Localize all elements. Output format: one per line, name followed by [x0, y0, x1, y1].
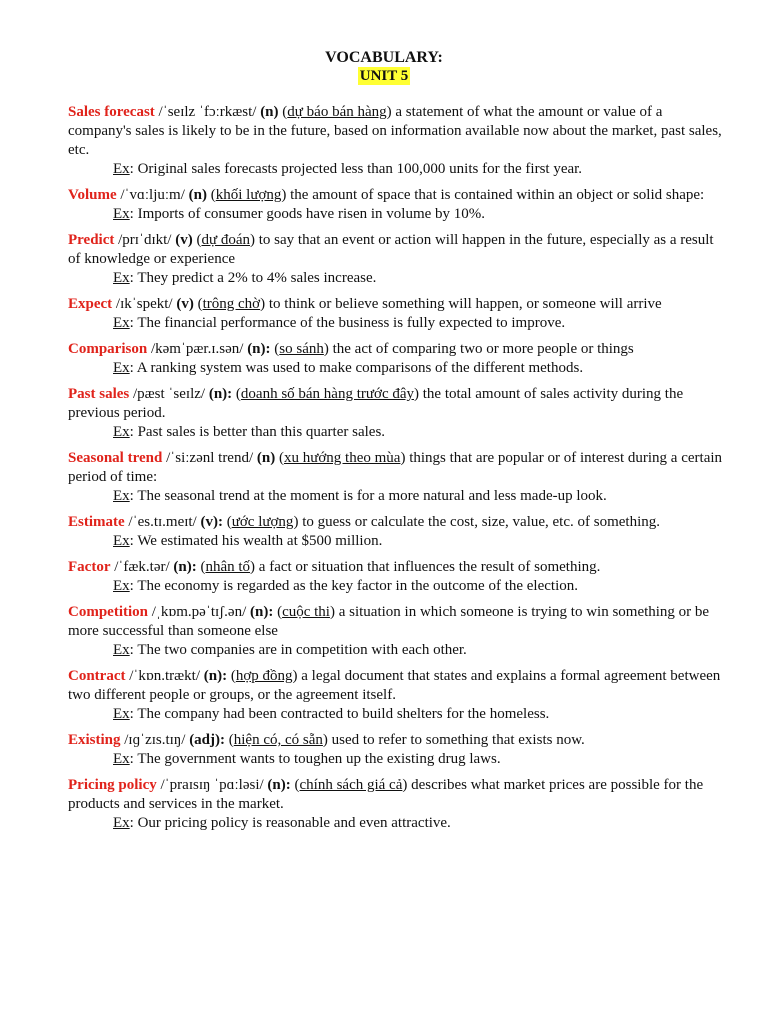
entry-ipa: /prɪˈdɪkt/ — [118, 232, 172, 248]
entry-ipa: /ɪɡˈzɪs.tɪŋ/ — [124, 732, 186, 748]
entry-example: They predict a 2% to 4% sales increase. — [137, 270, 377, 286]
vocabulary-entry — [68, 449, 724, 506]
entry-example-line: Ex: The company had been contracted to build shelters for the homeless. — [113, 706, 550, 722]
entry-ipa: /ˈseɪlz ˈfɔːrkæst/ — [158, 104, 257, 120]
entry-example: A ranking system was used to make comparisons of the different methods. — [136, 360, 584, 376]
entry-example-line: Ex: Imports of consumer goods have risen in volume by 10%. — [113, 206, 486, 222]
entry-term: Past sales — [68, 386, 130, 402]
entry-example: The government wants to toughen up the existing drug laws. — [137, 751, 501, 767]
entry-example: Our pricing policy is reasonable and even attractive. — [137, 815, 451, 831]
entry-term: Volume — [68, 187, 117, 203]
entry-part-of-speech: (n): — [247, 341, 271, 357]
example-label: Ex — [113, 706, 130, 722]
entry-definition: the amount of space that is contained within an object or solid shape: — [290, 187, 705, 203]
entry-translation: cuộc thi — [282, 604, 330, 620]
example-label: Ex — [113, 206, 130, 222]
vocabulary-entry — [68, 731, 724, 769]
example-label: Ex — [113, 642, 130, 658]
example-label: Ex — [113, 161, 130, 177]
entry-definition-line: Factor /ˈfæk.tər/ (n): (nhân tố) a fact or situation that influences the result of something. — [68, 559, 601, 575]
entry-definition: to think or believe something will happen, or someone will arrive — [268, 296, 662, 312]
entry-translation: hiện có, có sẵn — [233, 732, 323, 748]
entry-example-line: Ex: Original sales forecasts projected less than 100,000 units for the first year. — [113, 161, 583, 177]
entry-example: Past sales is better than this quarter sales. — [137, 424, 386, 440]
vocabulary-entry — [68, 776, 724, 833]
example-label: Ex — [113, 270, 130, 286]
entry-term: Pricing policy — [68, 777, 157, 793]
example-label: Ex — [113, 533, 130, 549]
vocabulary-entry — [68, 558, 724, 596]
example-label: Ex — [113, 360, 130, 376]
entry-example: The economy is regarded as the key factor in the outcome of the election. — [137, 578, 578, 594]
unit-subtitle: UNIT 5 — [359, 68, 409, 84]
entry-example: The company had been contracted to build shelters for the homeless. — [137, 706, 550, 722]
entry-example-line: Ex: The financial performance of the business is fully expected to improve. — [113, 315, 566, 331]
entry-translation: hợp đồng — [235, 668, 293, 684]
entry-definition: a legal document that states and explains a formal agreement between two different people or groups, or the agreement itself. — [68, 668, 721, 703]
entry-definition: the act of comparing two or more people or things — [332, 341, 634, 357]
entry-example-line: Ex: They predict a 2% to 4% sales increase. — [113, 270, 377, 286]
vocabulary-entry — [68, 385, 724, 442]
entry-example-line: Ex: Past sales is better than this quarter sales. — [113, 424, 386, 440]
entry-example: The financial performance of the business is fully expected to improve. — [137, 315, 566, 331]
entry-translation: so sánh — [279, 341, 324, 357]
entry-ipa: /ɪkˈspekt/ — [115, 296, 173, 312]
entry-translation: ước lượng — [231, 514, 294, 530]
entry-example-line: Ex: Our pricing policy is reasonable and even attractive. — [113, 815, 451, 831]
vocabulary-entry — [68, 103, 724, 179]
entry-part-of-speech: (n): — [267, 777, 291, 793]
entry-example-line: Ex: The two companies are in competition with each other. — [113, 642, 467, 658]
vocabulary-entry — [68, 231, 724, 288]
entry-definition: describes what market prices are possible for the products and services in the market. — [68, 777, 704, 812]
entry-definition: a situation in which someone is trying to win something or be more successful than someone else — [68, 604, 710, 639]
entry-definition: things that are popular or of interest during a certain period of time: — [68, 450, 723, 485]
entry-definition-line: Contract /ˈkɒn.trækt/ (n): (hợp đồng) a legal document that states and explains a formal agreement between two different people or groups, or the agreement itself. — [68, 668, 721, 703]
entry-example-line: Ex: The government wants to toughen up the existing drug laws. — [113, 751, 501, 767]
entry-ipa: /ˌkɒm.pəˈtɪʃ.ən/ — [151, 604, 247, 620]
entry-translation: dự đoán — [201, 232, 250, 248]
entry-translation: chính sách giá cả — [299, 777, 403, 793]
entry-definition: to say that an event or action will happen in the future, especially as a result of knowledge or experience — [68, 232, 714, 267]
entry-ipa: /ˈfæk.tər/ — [114, 559, 170, 575]
entry-part-of-speech: (n) — [256, 450, 276, 466]
entry-definition-line: Estimate /ˈes.tɪ.meɪt/ (v): (ước lượng) to guess or calculate the cost, size, value, etc. of something. — [68, 514, 660, 530]
entry-example-line: Ex: We estimated his wealth at $500 million. — [113, 533, 383, 549]
example-label: Ex — [113, 488, 130, 504]
entry-example: The two companies are in competition with each other. — [137, 642, 467, 658]
entry-part-of-speech: (v) — [175, 232, 193, 248]
entry-term: Existing — [68, 732, 121, 748]
entry-ipa: /ˈvɑːljuːm/ — [120, 187, 185, 203]
entry-definition: the total amount of sales activity during the previous period. — [68, 386, 684, 421]
entry-example-line: Ex: The seasonal trend at the moment is for a more natural and less made-up look. — [113, 488, 607, 504]
entry-ipa: /ˈpraɪsɪŋ ˈpɑːləsi/ — [160, 777, 264, 793]
entry-term: Expect — [68, 296, 113, 312]
entry-example: Imports of consumer goods have risen in volume by 10%. — [137, 206, 486, 222]
vocabulary-entry — [68, 340, 724, 378]
vocabulary-entry — [68, 513, 724, 551]
entry-ipa: /ˈsiːzənl trend/ — [166, 450, 254, 466]
entry-translation: khối lượng — [215, 187, 282, 203]
entry-definition: a fact or situation that influences the result of something. — [258, 559, 601, 575]
entry-translation: dự báo bán hàng — [287, 104, 387, 120]
entry-ipa: /ˈkɒn.trækt/ — [129, 668, 200, 684]
entry-translation: nhân tố — [205, 559, 251, 575]
entry-definition-line: Comparison /kəmˈpær.ɪ.sən/ (n): (so sánh) the act of comparing two or more people or things — [68, 341, 634, 357]
vocabulary-entry — [68, 186, 724, 224]
entry-part-of-speech: (n) — [260, 104, 279, 120]
entry-term: Competition — [68, 604, 148, 620]
entry-definition-line: Existing /ɪɡˈzɪs.tɪŋ/ (adj): (hiện có, có sẵn) used to refer to something that exists now. — [68, 732, 585, 748]
entry-example: We estimated his wealth at $500 million. — [137, 533, 383, 549]
entry-part-of-speech: (n): — [173, 559, 197, 575]
entry-example: The seasonal trend at the moment is for a more natural and less made-up look. — [137, 488, 607, 504]
entry-term: Comparison — [68, 341, 148, 357]
entry-term: Predict — [68, 232, 115, 248]
vocabulary-entry — [68, 603, 724, 660]
entry-part-of-speech: (n): — [203, 668, 228, 684]
entry-part-of-speech: (adj): — [189, 732, 226, 748]
entry-translation: doanh số bán hàng trước đây — [240, 386, 415, 402]
entry-ipa: /kəmˈpær.ɪ.sən/ — [150, 341, 244, 357]
entry-ipa: /ˈes.tɪ.meɪt/ — [128, 514, 197, 530]
entry-part-of-speech: (n) — [188, 187, 207, 203]
entry-definition-line: Sales forecast /ˈseɪlz ˈfɔːrkæst/ (n) (dự báo bán hàng) a statement of what the amount or value of a company's sales is likely to be in the future, based on information available now about the market, past sales, etc. — [68, 104, 722, 158]
entry-definition-line: Seasonal trend /ˈsiːzənl trend/ (n) (xu hướng theo mùa) things that are popular or of interest during a certain period of time: — [68, 450, 723, 485]
entry-term: Sales forecast — [68, 104, 155, 120]
vocabulary-entry — [68, 667, 724, 724]
entry-part-of-speech: (n): — [249, 604, 274, 620]
example-label: Ex — [113, 424, 130, 440]
entry-definition-line: Competition /ˌkɒm.pəˈtɪʃ.ən/ (n): (cuộc thi) a situation in which someone is trying to win something or be more successful than someone else — [68, 604, 710, 639]
entry-definition-line: Expect /ɪkˈspekt/ (v) (trông chờ) to think or believe something will happen, or someone will arrive — [68, 296, 662, 312]
entry-part-of-speech: (n): — [208, 386, 233, 402]
entry-definition: a statement of what the amount or value of a company's sales is likely to be in the future, based on information available now about the market, past sales, etc. — [68, 104, 722, 158]
entry-term: Estimate — [68, 514, 125, 530]
entry-example-line: Ex: The economy is regarded as the key factor in the outcome of the election. — [113, 578, 578, 594]
entry-definition-line: Volume /ˈvɑːljuːm/ (n) (khối lượng) the amount of space that is contained within an object or solid shape: — [68, 187, 705, 203]
entry-definition-line: Pricing policy /ˈpraɪsɪŋ ˈpɑːləsi/ (n): (chính sách giá cả) describes what market prices are possible for the products and services in the market. — [68, 777, 704, 812]
example-label: Ex — [113, 815, 130, 831]
page-title: VOCABULARY: — [325, 49, 443, 66]
entry-definition-line: Past sales /pæst ˈseɪlz/ (n): (doanh số bán hàng trước đây) the total amount of sales activity during the previous period. — [68, 386, 684, 421]
entry-term: Seasonal trend — [68, 450, 163, 466]
entry-translation: xu hướng theo mùa — [283, 450, 401, 466]
entry-definition-line: Predict /prɪˈdɪkt/ (v) (dự đoán) to say that an event or action will happen in the future, especially as a result of knowledge or experience — [68, 232, 714, 267]
vocabulary-list — [68, 103, 724, 840]
entry-part-of-speech: (v): — [200, 514, 223, 530]
entry-example-line: Ex: A ranking system was used to make comparisons of the different methods. — [113, 360, 584, 376]
entry-term: Factor — [68, 559, 111, 575]
entry-part-of-speech: (v) — [176, 296, 194, 312]
example-label: Ex — [113, 751, 130, 767]
entry-ipa: /pæst ˈseɪlz/ — [133, 386, 206, 402]
entry-definition: to guess or calculate the cost, size, value, etc. of something. — [302, 514, 660, 530]
example-label: Ex — [113, 315, 130, 331]
example-label: Ex — [113, 578, 130, 594]
entry-example: Original sales forecasts projected less than 100,000 units for the first year. — [137, 161, 583, 177]
vocabulary-entry — [68, 295, 724, 333]
entry-translation: trông chờ — [202, 296, 261, 312]
subtitle-wrapper — [0, 67, 768, 85]
entry-term: Contract — [68, 668, 126, 684]
entry-definition: used to refer to something that exists now. — [331, 732, 585, 748]
